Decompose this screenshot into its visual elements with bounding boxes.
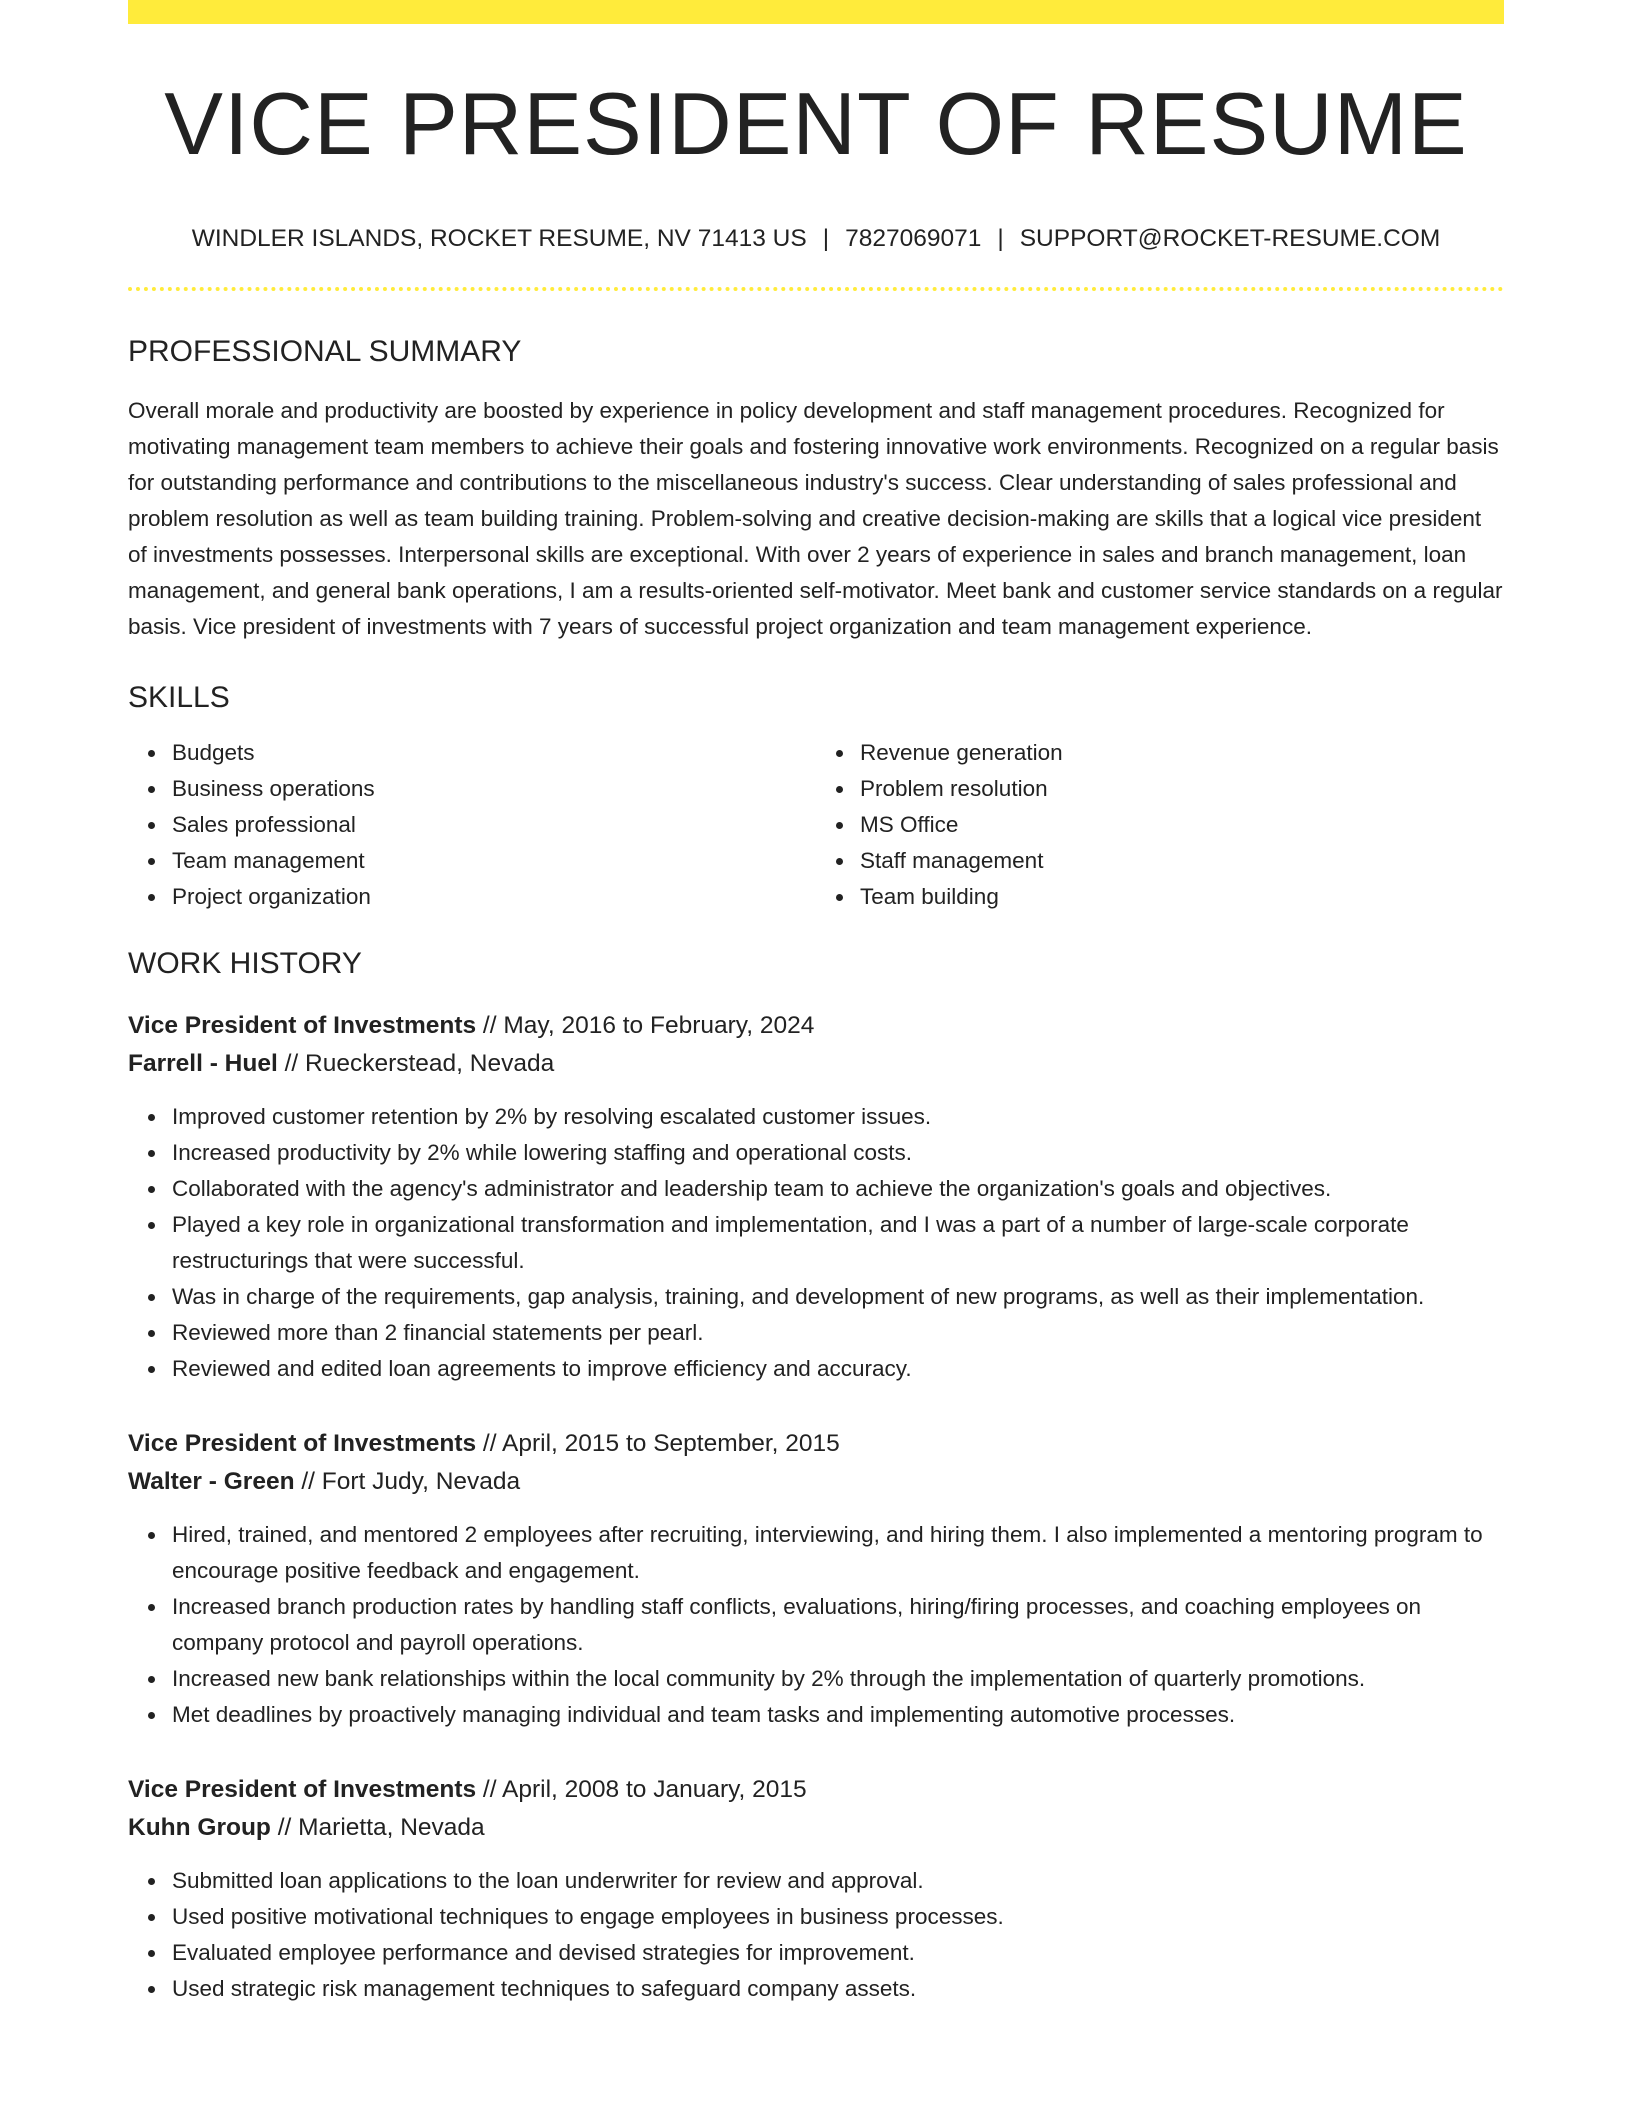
contact-phone: 7827069071	[845, 225, 982, 252]
job-entry	[128, 1425, 1504, 1733]
skill-item: Project organization	[172, 879, 816, 915]
job-company: Walter - Green	[128, 1468, 295, 1496]
job-bullet: Used strategic risk management techniques to safeguard company assets.	[172, 1971, 1504, 2007]
job-company: Farrell - Huel	[128, 1050, 278, 1078]
job-bullet: Improved customer retention by 2% by resolving escalated customer issues.	[172, 1099, 1504, 1135]
job-location: Rueckerstead, Nevada	[305, 1050, 555, 1078]
job-bullet: Increased new bank relationships within the local community by 2% through the implementation of quarterly promotions.	[172, 1661, 1504, 1697]
job-bullet: Increased productivity by 2% while lowering staffing and operational costs.	[172, 1135, 1504, 1171]
job-separator: //	[476, 1776, 503, 1804]
job-separator: //	[476, 1430, 503, 1458]
contact-separator: |	[997, 225, 1004, 252]
skill-item: Staff management	[860, 843, 1504, 879]
job-bullet: Increased branch production rates by handling staff conflicts, evaluations, hiring/firing processes, and coaching employees on company protocol and payroll operations.	[172, 1589, 1504, 1661]
dotted-divider	[128, 287, 1504, 291]
contact-separator: |	[822, 225, 830, 252]
contact-address: WINDLER ISLANDS, ROCKET RESUME, NV 71413 US	[191, 225, 807, 252]
job-bullet: Collaborated with the agency's administrator and leadership team to achieve the organization's goals and objectives.	[172, 1171, 1504, 1207]
job-entry	[128, 1771, 1504, 2007]
job-separator: //	[270, 1814, 299, 1842]
skill-item: Problem resolution	[860, 771, 1504, 807]
contact-email: SUPPORT@ROCKET-RESUME.COM	[1019, 225, 1441, 252]
job-role-line	[128, 1007, 1504, 1045]
job-company-line	[128, 1045, 1504, 1083]
skill-item: Team building	[860, 879, 1504, 915]
job-role: Vice President of Investments	[128, 1776, 477, 1804]
skills-column-right	[816, 735, 1504, 915]
job-role: Vice President of Investments	[128, 1430, 477, 1458]
job-company-line	[128, 1809, 1504, 1847]
job-bullet: Submitted loan applications to the loan underwriter for review and approval.	[172, 1863, 1504, 1899]
job-bullets	[128, 1517, 1504, 1733]
job-bullets	[128, 1099, 1504, 1387]
skill-item: Budgets	[172, 735, 816, 771]
skill-item: Revenue generation	[860, 735, 1504, 771]
job-role: Vice President of Investments	[128, 1012, 477, 1040]
job-bullet: Played a key role in organizational transformation and implementation, and I was a part of a number of large-scale corporate restructurings that were successful.	[172, 1207, 1504, 1279]
job-dates: April, 2008 to January, 2015	[502, 1776, 807, 1804]
summary-heading: PROFESSIONAL SUMMARY	[128, 335, 522, 369]
contact-line	[128, 224, 1504, 253]
skills-list	[128, 735, 1504, 915]
job-bullet: Met deadlines by proactively managing individual and team tasks and implementing automotive processes.	[172, 1697, 1504, 1733]
job-bullet: Hired, trained, and mentored 2 employees after recruiting, interviewing, and hiring them. I also implemented a mentoring program to encourage positive feedback and engagement.	[172, 1517, 1504, 1589]
summary-text: Overall morale and productivity are boosted by experience in policy development and staff management procedures. Recognized for motivating management team members to achieve their goals and fostering innovative work environments. Recognized on a regular basis for outstanding performance and contributions to the miscellaneous industry's success. Clear understanding of sales professional and problem resolution as well as team building training. Problem-solving and creative decision-making are skills that a logical vice president of investments possesses. Interpersonal skills are exceptional. With over 2 years of experience in sales and branch management, loan management, and general bank operations, I am a results-oriented self-motivator. Meet bank and customer service standards on a regular basis. Vice president of investments with 7 years of successful project organization and team management experience.	[128, 398, 1503, 640]
job-location: Marietta, Nevada	[298, 1814, 485, 1842]
skill-item: Business operations	[172, 771, 816, 807]
job-company-line	[128, 1463, 1504, 1501]
skills-heading: SKILLS	[128, 681, 230, 715]
skills-column-left	[128, 735, 816, 915]
job-bullet: Evaluated employee performance and devised strategies for improvement.	[172, 1935, 1504, 1971]
job-dates: May, 2016 to February, 2024	[503, 1012, 815, 1040]
job-bullet: Used positive motivational techniques to engage employees in business processes.	[172, 1899, 1504, 1935]
job-separator: //	[476, 1012, 504, 1040]
job-bullet: Was in charge of the requirements, gap analysis, training, and development of new programs, as well as their implementation.	[172, 1279, 1504, 1315]
job-role-line	[128, 1771, 1504, 1809]
job-separator: //	[294, 1468, 322, 1496]
job-bullet: Reviewed more than 2 financial statements per pearl.	[172, 1315, 1504, 1351]
job-bullets	[128, 1863, 1504, 2007]
skill-item: Sales professional	[172, 807, 816, 843]
job-dates: April, 2015 to September, 2015	[502, 1430, 840, 1458]
resume-title: VICE PRESIDENT OF RESUME	[164, 74, 1468, 173]
job-separator: //	[277, 1050, 305, 1078]
job-location: Fort Judy, Nevada	[321, 1468, 521, 1496]
work-history-heading: WORK HISTORY	[128, 947, 362, 981]
resume-page	[128, 0, 1504, 2007]
job-bullet: Reviewed and edited loan agreements to improve efficiency and accuracy.	[172, 1351, 1504, 1387]
accent-bar	[128, 0, 1504, 24]
skill-item: MS Office	[860, 807, 1504, 843]
job-company: Kuhn Group	[128, 1814, 271, 1842]
job-entry	[128, 1007, 1504, 1387]
skill-item: Team management	[172, 843, 816, 879]
job-role-line	[128, 1425, 1504, 1463]
